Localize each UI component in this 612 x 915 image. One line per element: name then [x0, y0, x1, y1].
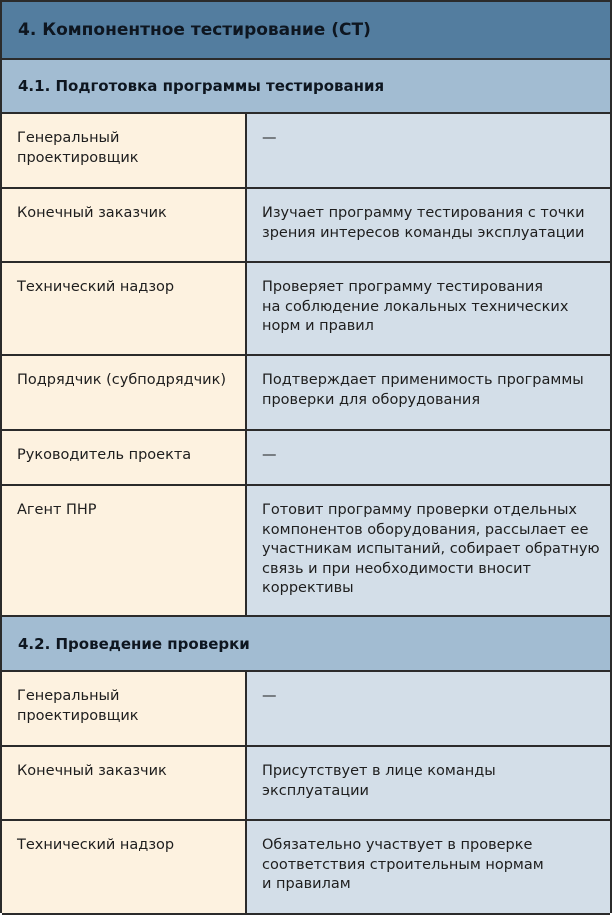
- action-cell: Обязательно участвует в проверке соответствия строительным нормам и правилам: [247, 821, 610, 913]
- action-cell: Готовит программу проверки отдельных компонентов оборудования, рассылает ее участникам испытаний, собирает обратную связь и при необходимости вносит коррективы: [247, 486, 610, 615]
- role-cell: Генеральный проектировщик: [2, 114, 247, 187]
- role-cell: Руководитель проекта: [2, 431, 247, 484]
- subsection-header: [2, 60, 610, 114]
- table-row: [2, 486, 610, 617]
- role-cell: Конечный заказчик: [2, 747, 247, 819]
- section-header: [2, 2, 610, 60]
- action-cell: Изучает программу тестирования с точки зрения интересов команды эксплуатации: [247, 189, 610, 261]
- action-cell: Подтверждает применимость программы проверки для оборудования: [247, 356, 610, 429]
- table-row: [2, 747, 610, 821]
- table-row: [2, 263, 610, 356]
- subsection-title: 4.2. Проведение проверки: [18, 634, 250, 653]
- action-cell: —: [247, 114, 610, 187]
- action-cell: Присутствует в лице команды эксплуатации: [247, 747, 610, 819]
- table-row: [2, 189, 610, 263]
- subsection-title: 4.1. Подготовка программы тестирования: [18, 77, 385, 95]
- role-cell: Конечный заказчик: [2, 189, 247, 261]
- action-cell: —: [247, 431, 610, 484]
- role-cell: Технический надзор: [2, 821, 247, 913]
- table-row: [2, 821, 610, 915]
- role-cell: Агент ПНР: [2, 486, 247, 615]
- table-row: [2, 431, 610, 486]
- section-title: 4. Компонентное тестирование (СТ): [18, 20, 371, 40]
- table-row: [2, 672, 610, 747]
- subsection-header: [2, 617, 610, 672]
- action-cell: Проверяет программу тестирования на соблюдение локальных технических норм и правил: [247, 263, 610, 354]
- role-cell: Технический надзор: [2, 263, 247, 354]
- action-cell: —: [247, 672, 610, 745]
- role-cell: Подрядчик (субподрядчик): [2, 356, 247, 429]
- table-row: [2, 356, 610, 431]
- role-cell: Генеральный проектировщик: [2, 672, 247, 745]
- table-row: [2, 114, 610, 189]
